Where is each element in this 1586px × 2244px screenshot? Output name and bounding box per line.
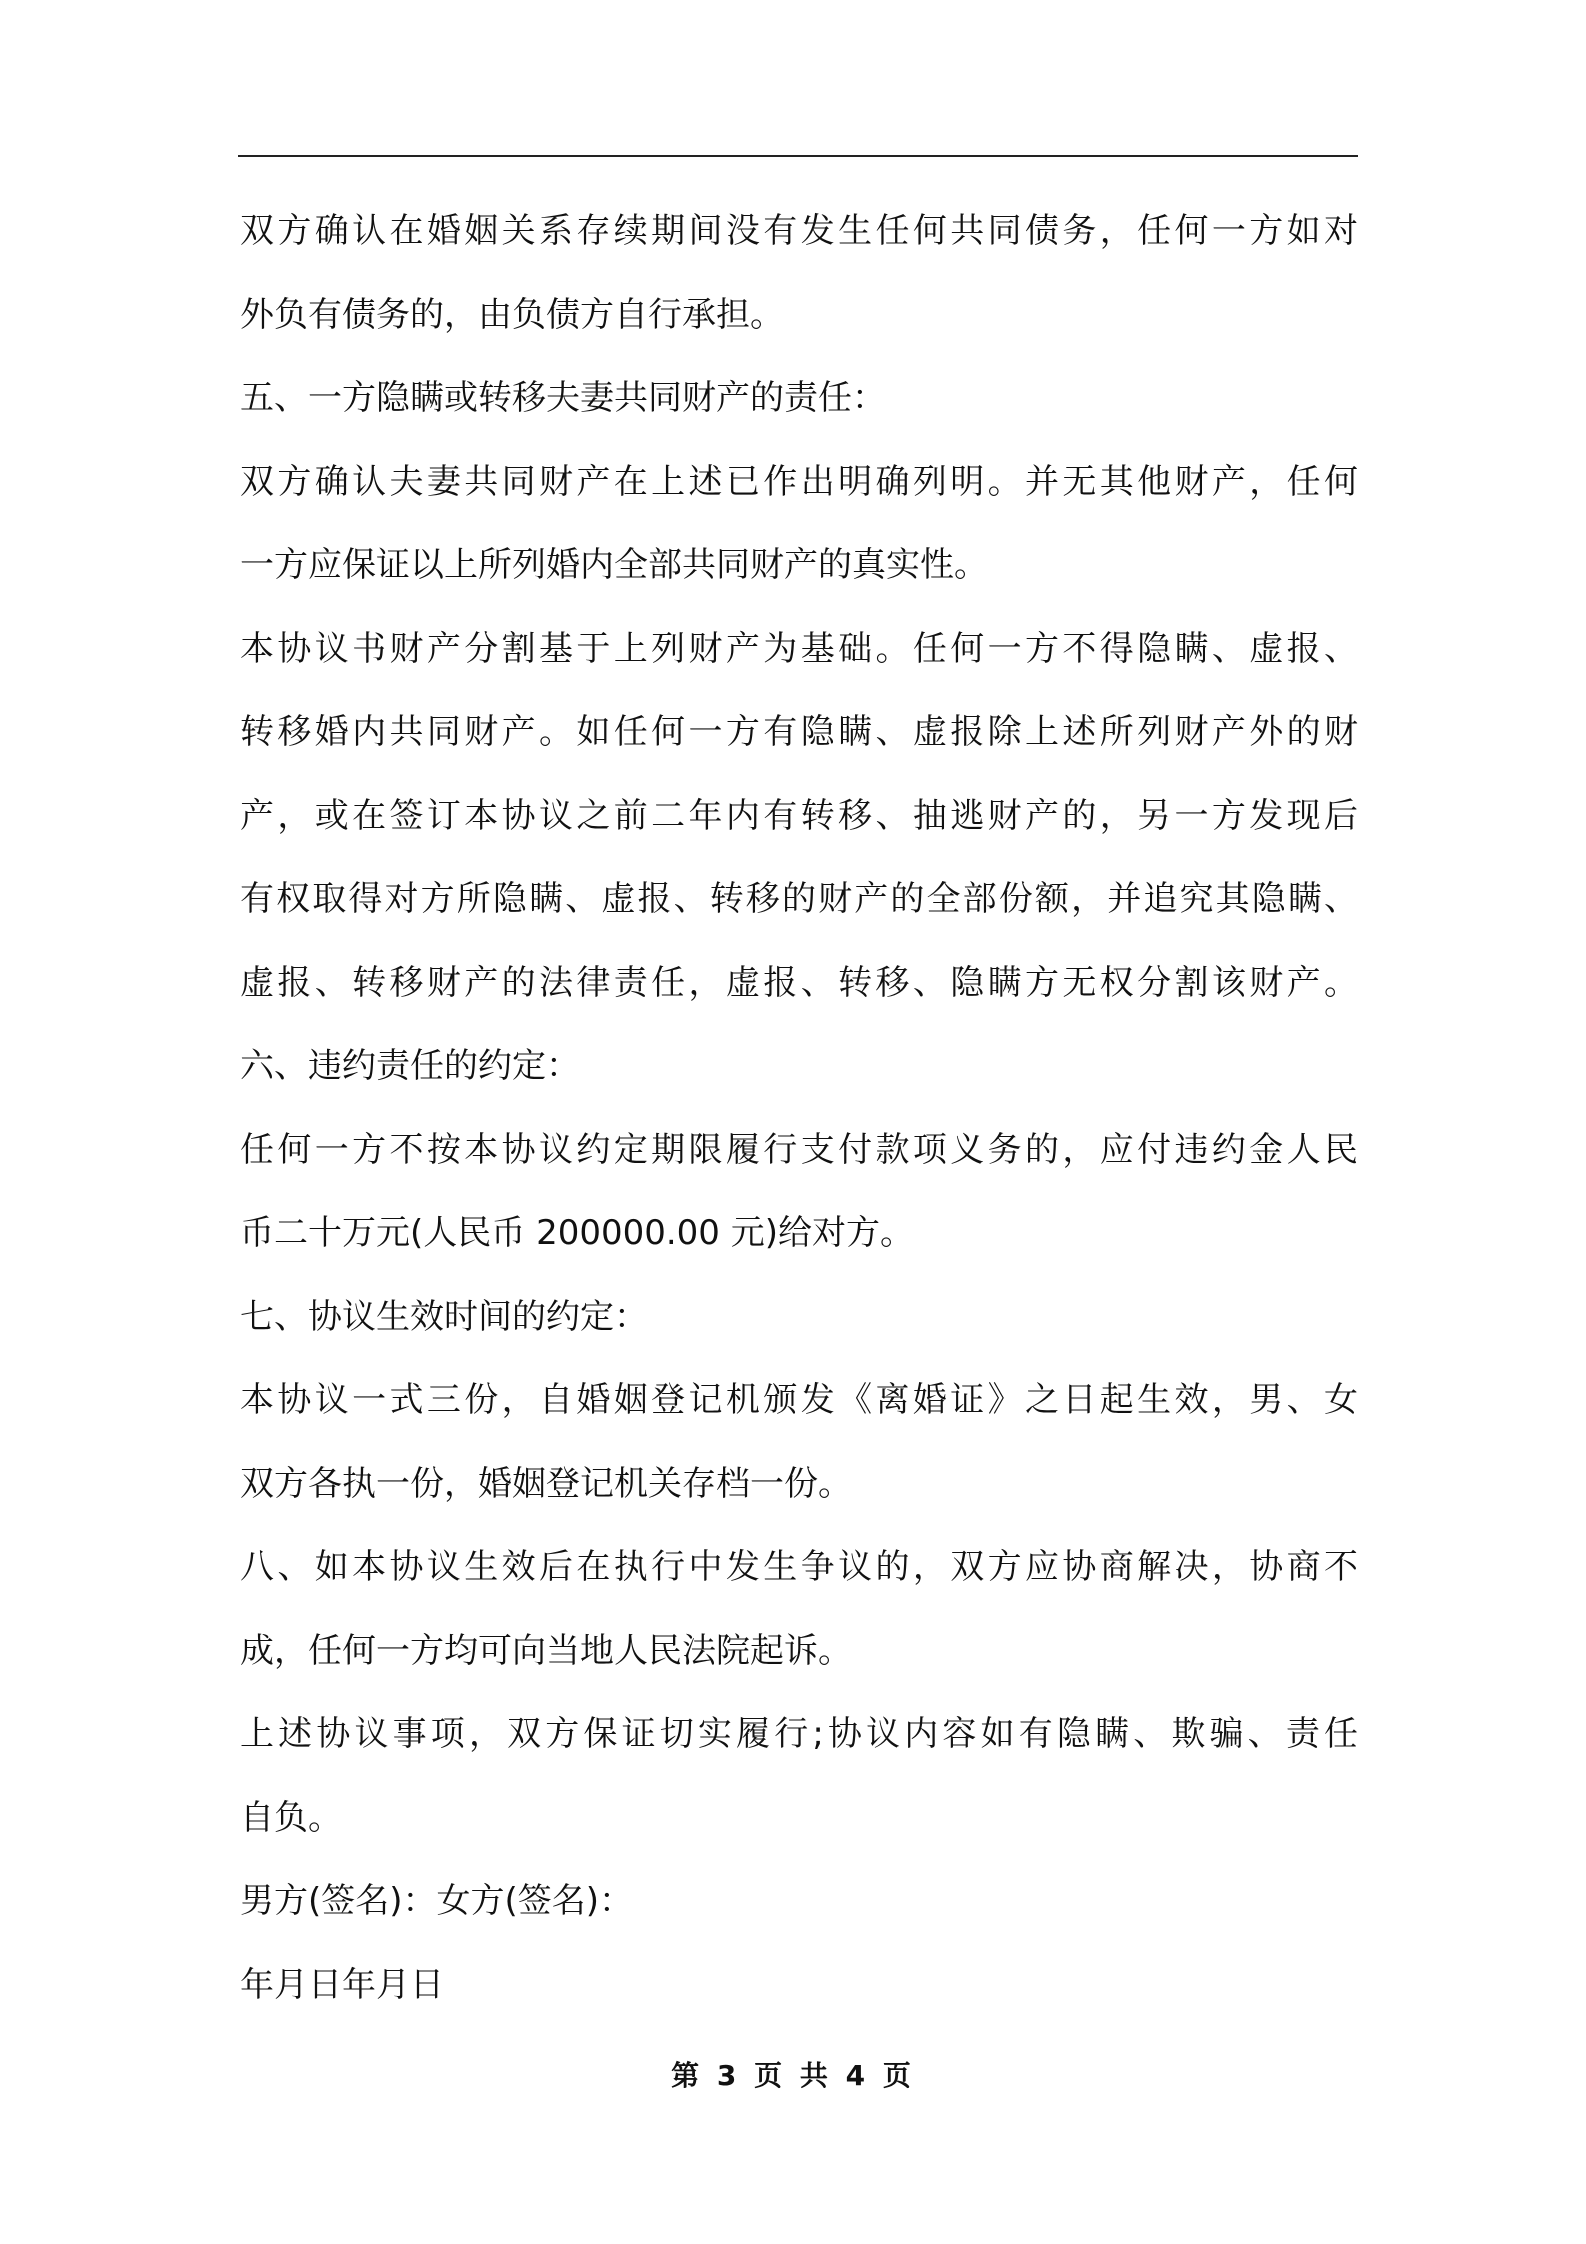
page-footer bbox=[0, 2054, 1586, 2094]
paragraph-line: 上述协议事项，双方保证切实履行;协议内容如有隐瞒、欺骗、责任 bbox=[240, 1714, 1358, 1754]
paragraph-line: 八、如本协议生效后在执行中发生争议的，双方应协商解决，协商不 bbox=[240, 1547, 1358, 1587]
paragraph-line: 一方应保证以上所列婚内全部共同财产的真实性。 bbox=[240, 545, 988, 585]
paragraph-line: 币二十万元(人民币 200000.00 元)给对方。 bbox=[240, 1213, 915, 1253]
paragraph-line: 双方确认夫妻共同财产在上述已作出明确列明。并无其他财产，任何 bbox=[240, 461, 1358, 502]
header-rule bbox=[238, 155, 1358, 157]
paragraph-line: 外负有债务的，由负债方自行承担。 bbox=[240, 294, 784, 335]
paragraph-line: 任何一方不按本协议约定期限履行支付款项义务的，应付违约金人民 bbox=[240, 1129, 1358, 1170]
paragraph-line: 本协议书财产分割基于上列财产为基础。任何一方不得隐瞒、虚报、 bbox=[240, 628, 1358, 669]
paragraph-line: 转移婚内共同财产。如任何一方有隐瞒、虚报除上述所列财产外的财 bbox=[240, 712, 1358, 752]
paragraph-line: 双方各执一份，婚姻登记机关存档一份。 bbox=[240, 1463, 852, 1504]
paragraph-line: 双方确认在婚姻关系存续期间没有发生任何共同债务，任何一方如对 bbox=[240, 211, 1358, 251]
paragraph-line: 有权取得对方所隐瞒、虚报、转移的财产的全部份额，并追究其隐瞒、 bbox=[240, 879, 1358, 919]
paragraph-line: 本协议一式三份，自婚姻登记机颁发《离婚证》之日起生效，男、女 bbox=[240, 1380, 1358, 1420]
paragraph-line: 虚报、转移财产的法律责任，虚报、转移、隐瞒方无权分割该财产。 bbox=[240, 962, 1358, 1003]
paragraph-line: 产，或在签订本协议之前二年内有转移、抽逃财产的，另一方发现后 bbox=[240, 795, 1358, 836]
document-body bbox=[240, 196, 1358, 2033]
section-heading: 六、违约责任的约定： bbox=[240, 1046, 580, 1086]
paragraph-line: 自负。 bbox=[240, 1797, 342, 1838]
page-number-label: 第 3 页 共 4 页 bbox=[671, 2059, 915, 2092]
paragraph-line: 成，任何一方均可向当地人民法院起诉。 bbox=[240, 1630, 852, 1671]
signature-line: 男方(签名)：女方(签名)： bbox=[240, 1881, 634, 1921]
section-heading: 五、一方隐瞒或转移夫妻共同财产的责任： bbox=[240, 378, 886, 418]
section-heading: 七、协议生效时间的约定： bbox=[240, 1296, 648, 1337]
date-line: 年月日年月日 bbox=[240, 1964, 444, 2005]
